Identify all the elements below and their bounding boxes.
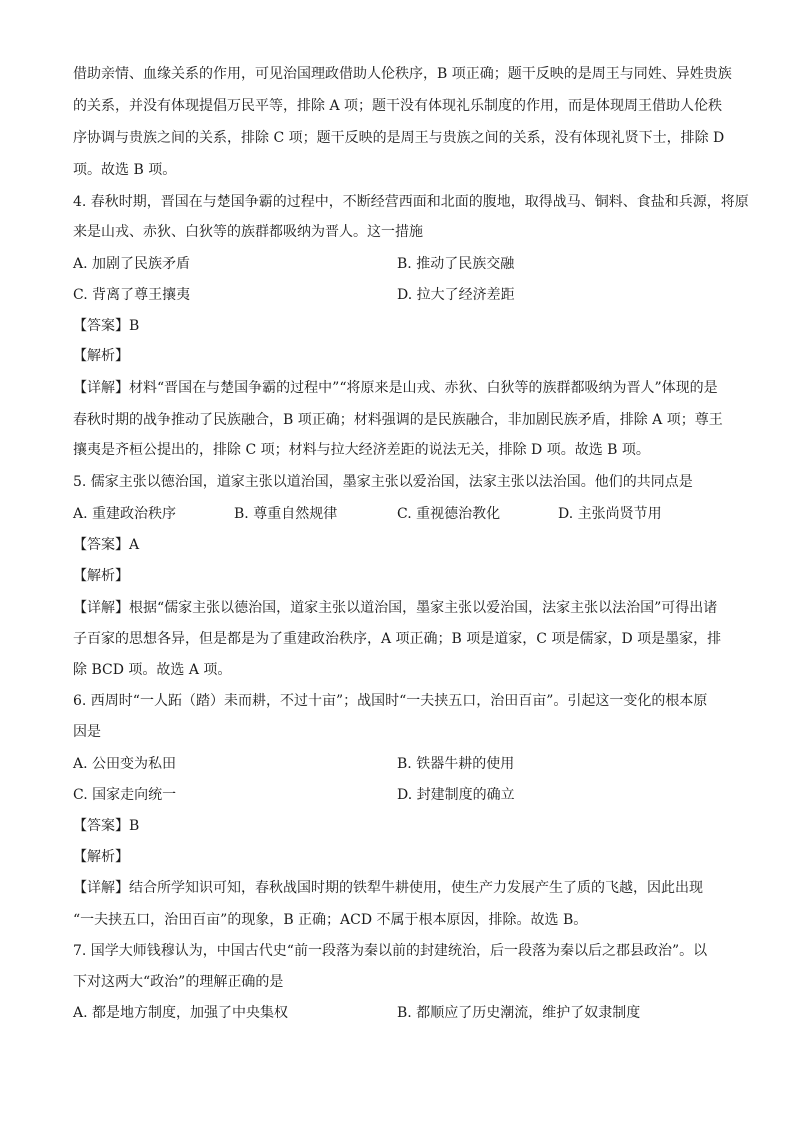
question-5-option-a: A. 重建政治秩序 [73, 506, 177, 522]
question-5-detail-3: 除 BCD 项。故选 A 项。 [73, 662, 232, 678]
question-6-analysis-heading: 【解析】 [73, 849, 129, 865]
analysis-q3-line-3: 序协调与贵族之间的关系，排除 C 项；题干反映的是周王与贵族之间的关系，没有体现礼贤下士，排除 D [73, 130, 725, 146]
question-4-stem-2: 来是山戎、赤狄、白狄等的族群都吸纳为晋人。这一措施 [73, 224, 423, 240]
question-4-detail-1: 【详解】材料“晋国在与楚国争霸的过程中”“将原来是山戎、赤狄、白狄等的族群都吸纳为晋人”体现的是 [73, 380, 718, 396]
question-6-stem-2: 因是 [73, 724, 101, 740]
question-5-analysis-heading: 【解析】 [73, 568, 129, 584]
question-7-stem-1: 7. 国学大师钱穆认为，中国古代史“前一段落为秦以前的封建统治，后一段落为秦以后之郡县政治”。以 [73, 943, 708, 959]
question-4-option-c: C. 背离了尊王攘夷 [73, 287, 191, 303]
question-5-answer: 【答案】A [73, 537, 140, 553]
question-5-stem: 5. 儒家主张以德治国，道家主张以道治国，墨家主张以爱治国，法家主张以法治国。他们的共同点是 [73, 474, 693, 490]
analysis-q3-line-2: 的关系，并没有体现提倡万民平等，排除 A 项；题干没有体现礼乐制度的作用，而是体现周王借助人伦秩 [73, 98, 723, 114]
question-6-detail-2: “一夫挟五口，治田百亩”的现象，B 正确；ACD 不属于根本原因，排除。故选 B。 [73, 912, 588, 928]
question-6-detail-1: 【详解】结合所学知识可知，春秋战国时期的铁犁牛耕使用，使生产力发展产生了质的飞越，因此出现 [73, 880, 703, 896]
question-5-option-c: C. 重视德治教化 [397, 506, 501, 522]
question-6-option-b: B. 铁器牛耕的使用 [397, 756, 515, 772]
question-4-option-a: A. 加剧了民族矛盾 [73, 256, 191, 272]
question-7-option-b: B. 都顺应了历史潮流，维护了奴隶制度 [397, 1005, 641, 1021]
question-5-detail-2: 子百家的思想各异，但是都是为了重建政治秩序，A 项正确；B 项是道家，C 项是儒家，D 项是墨家，排 [73, 631, 722, 647]
question-6-option-d: D. 封建制度的确立 [397, 787, 515, 803]
question-4-detail-3: 攘夷是齐桓公提出的，排除 C 项；材料与拉大经济差距的说法无关，排除 D 项。故选 B 项。 [73, 442, 650, 458]
question-7-stem-2: 下对这两大“政治”的理解正确的是 [73, 974, 284, 990]
question-6-answer: 【答案】B [73, 818, 140, 834]
question-6-option-a: A. 公田变为私田 [73, 756, 177, 772]
question-4-option-b: B. 推动了民族交融 [397, 256, 515, 272]
question-4-answer: 【答案】B [73, 318, 140, 334]
analysis-q3-line-1: 借助亲情、血缘关系的作用，可见治国理政借助人伦秩序，B 项正确；题干反映的是周王与同姓、异姓贵族 [73, 66, 732, 82]
question-4-analysis-heading: 【解析】 [73, 348, 129, 364]
question-5-detail-1: 【详解】根据“儒家主张以德治国，道家主张以道治国，墨家主张以爱治国，法家主张以法治国”可得出诸 [73, 600, 718, 616]
question-6-option-c: C. 国家走向统一 [73, 787, 177, 803]
question-4-stem-1: 4. 春秋时期，晋国在与楚国争霸的过程中，不断经营西面和北面的腹地，取得战马、铜料、食盐和兵源，将原 [73, 194, 749, 210]
analysis-q3-line-4: 项。故选 B 项。 [73, 162, 177, 178]
question-4-option-d: D. 拉大了经济差距 [397, 287, 515, 303]
question-6-stem-1: 6. 西周时“一人跖（踏）耒而耕，不过十亩”；战国时“一夫挟五口，治田百亩”。引起这一变化的根本原 [73, 693, 708, 709]
question-5-option-d: D. 主张尚贤节用 [558, 506, 662, 522]
question-4-detail-2: 春秋时期的战争推动了民族融合，B 项正确；材料强调的是民族融合，非加剧民族矛盾，排除 A 项；尊王 [73, 412, 723, 428]
question-7-option-a: A. 都是地方制度，加强了中央集权 [73, 1005, 289, 1021]
question-5-option-b: B. 尊重自然规律 [234, 506, 338, 522]
